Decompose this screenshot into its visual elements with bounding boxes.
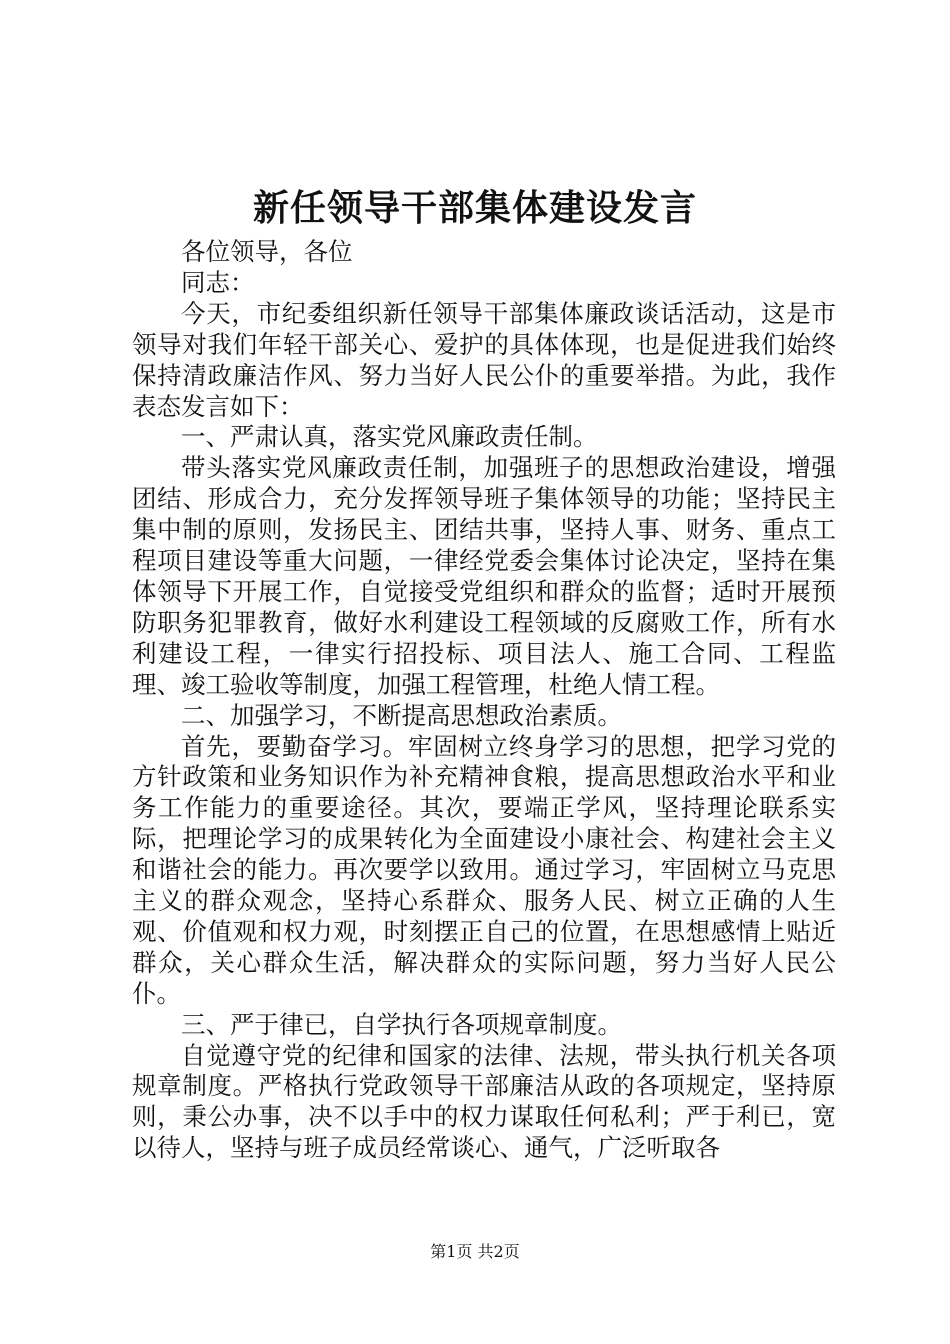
page-number-footer: 第1页 共2页 bbox=[430, 1242, 520, 1261]
document-body bbox=[132, 237, 836, 1164]
paragraph-section-2: 首先，要勤奋学习。牢固树立终身学习的思想，把学习党的方针政策和业务知识作为补充精神食粮，提高思想政治水平和业务工作能力的重要途径。其次，要端正学风，坚持理论联系实际，把理论学习的成果转化为全面建设小康社会、构建社会主义和谐社会的能力。再次要学以致用。通过学习，牢固树立马克思主义的群众观念，坚持心系群众、服务人民、树立正确的人生观、价值观和权力观，时刻摆正自己的位置，在思想感情上贴近群众，关心群众生活，解决群众的实际问题，努力当好人民公仆。 bbox=[132, 731, 836, 1008]
section-heading-3: 三、严于律已，自学执行各项规章制度。 bbox=[181, 1009, 622, 1039]
paragraph-intro: 今天，市纪委组织新任领导干部集体廉政谈话活动，这是市领导对我们年轻干部关心、爱护的具体体现，也是促进我们始终保持清政廉洁作风、努力当好人民公仆的重要举措。为此，我作表态发言如下： bbox=[132, 298, 836, 421]
paragraph-section-3: 自觉遵守党的纪律和国家的法律、法规，带头执行机关各项规章制度。严格执行党政领导干部廉洁从政的各项规定，坚持原则，秉公办事，决不以手中的权力谋取任何私利；严于利已，宽以待人，坚持与班子成员经常谈心、通气，广泛听取各 bbox=[132, 1040, 836, 1163]
paragraph-section-1: 带头落实党风廉政责任制，加强班子的思想政治建设，增强团结、形成合力，充分发挥领导班子集体领导的功能；坚持民主集中制的原则，发扬民主、团结共事，坚持人事、财务、重点工程项目建设等重大问题，一律经党委会集体讨论决定，坚持在集体领导下开展工作，自觉接受党组织和群众的监督；适时开展预防职务犯罪教育，做好水利建设工程领域的反腐败工作，所有水利建设工程，一律实行招投标、项目法人、施工合同、工程监理、竣工验收等制度，加强工程管理，杜绝人情工程。 bbox=[132, 453, 836, 699]
salutation-line: 同志： bbox=[181, 267, 255, 297]
section-heading-1: 一、严肃认真，落实党风廉政责任制。 bbox=[181, 422, 598, 452]
document-title: 新任领导干部集体建设发言 bbox=[252, 187, 697, 229]
salutation-line: 各位领导，各位 bbox=[181, 237, 353, 266]
section-heading-2: 二、加强学习，不断提高思想政治素质。 bbox=[181, 700, 622, 730]
